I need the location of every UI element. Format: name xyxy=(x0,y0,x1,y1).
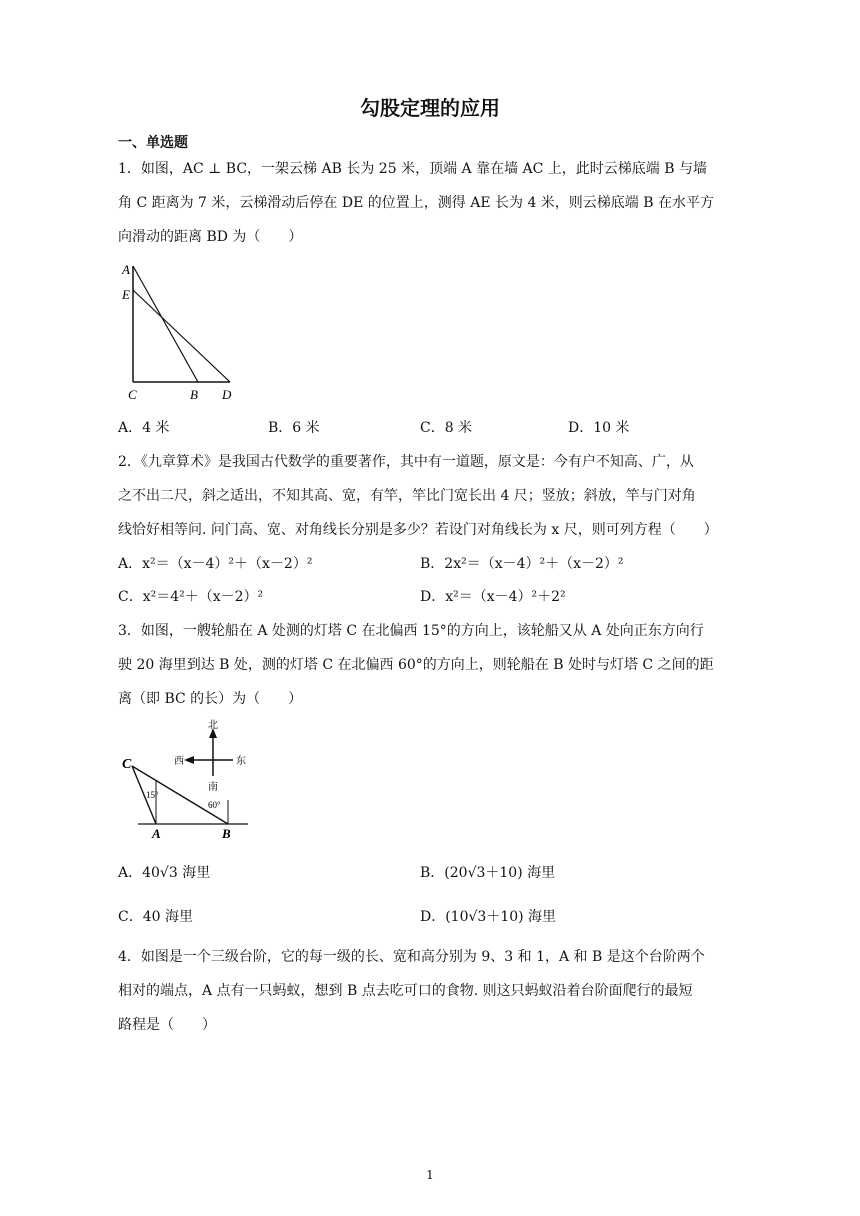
q1-option-d[interactable]: D．10 米 xyxy=(568,420,630,436)
q1-line-3: 向滑动的距离 BD 为（ ） xyxy=(118,229,303,245)
q3-angle-15-label: 15° xyxy=(146,790,159,800)
q3-option-d[interactable]: D．(10√3＋10) 海里 xyxy=(420,909,557,925)
q1-line-1: 1．如图，AC ⊥ BC，一架云梯 AB 长为 25 米，顶端 A 靠在墙 AC 上，此时云梯底端 B 与墙 xyxy=(118,161,707,177)
q1-label-b: B xyxy=(190,387,198,402)
q1-label-d: D xyxy=(222,387,232,402)
q2-option-d[interactable]: D．x²＝（x－4）²＋2² xyxy=(420,589,566,605)
compass-north-label: 北 xyxy=(208,720,218,731)
q4-line-3: 路程是（ ） xyxy=(118,1017,216,1033)
q3-navigation-figure xyxy=(118,718,258,842)
q3-label-c: C xyxy=(122,757,132,772)
q3-line-1: 3．如图，一艘轮船在 A 处测的灯塔 C 在北偏西 15°的方向上，该轮船又从 A 处向正东方向行 xyxy=(118,623,704,639)
q3-option-a[interactable]: A．40√3 海里 xyxy=(118,865,211,881)
q1-option-b[interactable]: B．6 米 xyxy=(268,420,320,436)
q2-option-b[interactable]: B．2x²＝（x－4）²＋（x－2）² xyxy=(420,556,624,572)
q1-ladder-figure xyxy=(118,258,248,404)
q1-label-c: C xyxy=(128,387,137,402)
q3-option-b[interactable]: B．(20√3＋10) 海里 xyxy=(420,865,556,881)
q1-option-a[interactable]: A．4 米 xyxy=(118,420,170,436)
q2-line-1: 2．《九章算术》是我国古代数学的重要著作，其中有一道题，原文是：今有户不知高、广，从 xyxy=(118,454,694,470)
page-title: 勾股定理的应用 xyxy=(360,96,500,120)
compass-icon xyxy=(174,719,246,793)
q1-option-c[interactable]: C．8 米 xyxy=(420,420,473,436)
q2-option-c[interactable]: C．x²＝4²＋（x－2）² xyxy=(118,589,264,605)
q1-line-2: 角 C 距离为 7 米，云梯滑动后停在 DE 的位置上，测得 AE 长为 4 米，则云梯底端 B 在水平方 xyxy=(118,195,714,211)
section-heading: 一、单选题 xyxy=(118,135,188,151)
compass-west-label: 西 xyxy=(174,756,184,767)
page-number: 1 xyxy=(426,1168,434,1182)
q3-label-a: A xyxy=(152,826,161,841)
q3-line-3: 离（即 BC 的长）为（ ） xyxy=(118,691,303,707)
q4-line-1: 4．如图是一个三级台阶，它的每一级的长、宽和高分别为 9、3 和 1，A 和 B 是这个台阶两个 xyxy=(118,949,705,965)
q2-line-2: 之不出二尺，斜之适出，不知其高、宽，有竿，竿比门宽长出 4 尺；竖放；斜放，竿与门对角 xyxy=(118,488,696,504)
q3-option-c[interactable]: C．40 海里 xyxy=(118,909,193,925)
q4-line-2: 相对的端点，A 点有一只蚂蚁，想到 B 点去吃可口的食物. 则这只蚂蚁沿着台阶面爬行的最短 xyxy=(118,983,693,999)
q2-option-a[interactable]: A．x²＝（x－4）²＋（x－2）² xyxy=(118,556,313,572)
q3-line-2: 驶 20 海里到达 B 处，测的灯塔 C 在北偏西 60°的方向上，则轮船在 B 处时与灯塔 C 之间的距 xyxy=(118,657,714,673)
q3-angle-60-label: 60° xyxy=(208,800,221,810)
q1-label-e: E xyxy=(122,287,130,302)
compass-east-label: 东 xyxy=(236,756,246,767)
compass-south-label: 南 xyxy=(208,782,218,793)
q3-label-b: B xyxy=(222,826,231,841)
q1-label-a: A xyxy=(122,262,130,277)
q2-line-3: 线恰好相等问. 问门高、宽、对角线长分别是多少？若设门对角线长为 x 尺，则可列方程（ ） xyxy=(118,522,718,538)
